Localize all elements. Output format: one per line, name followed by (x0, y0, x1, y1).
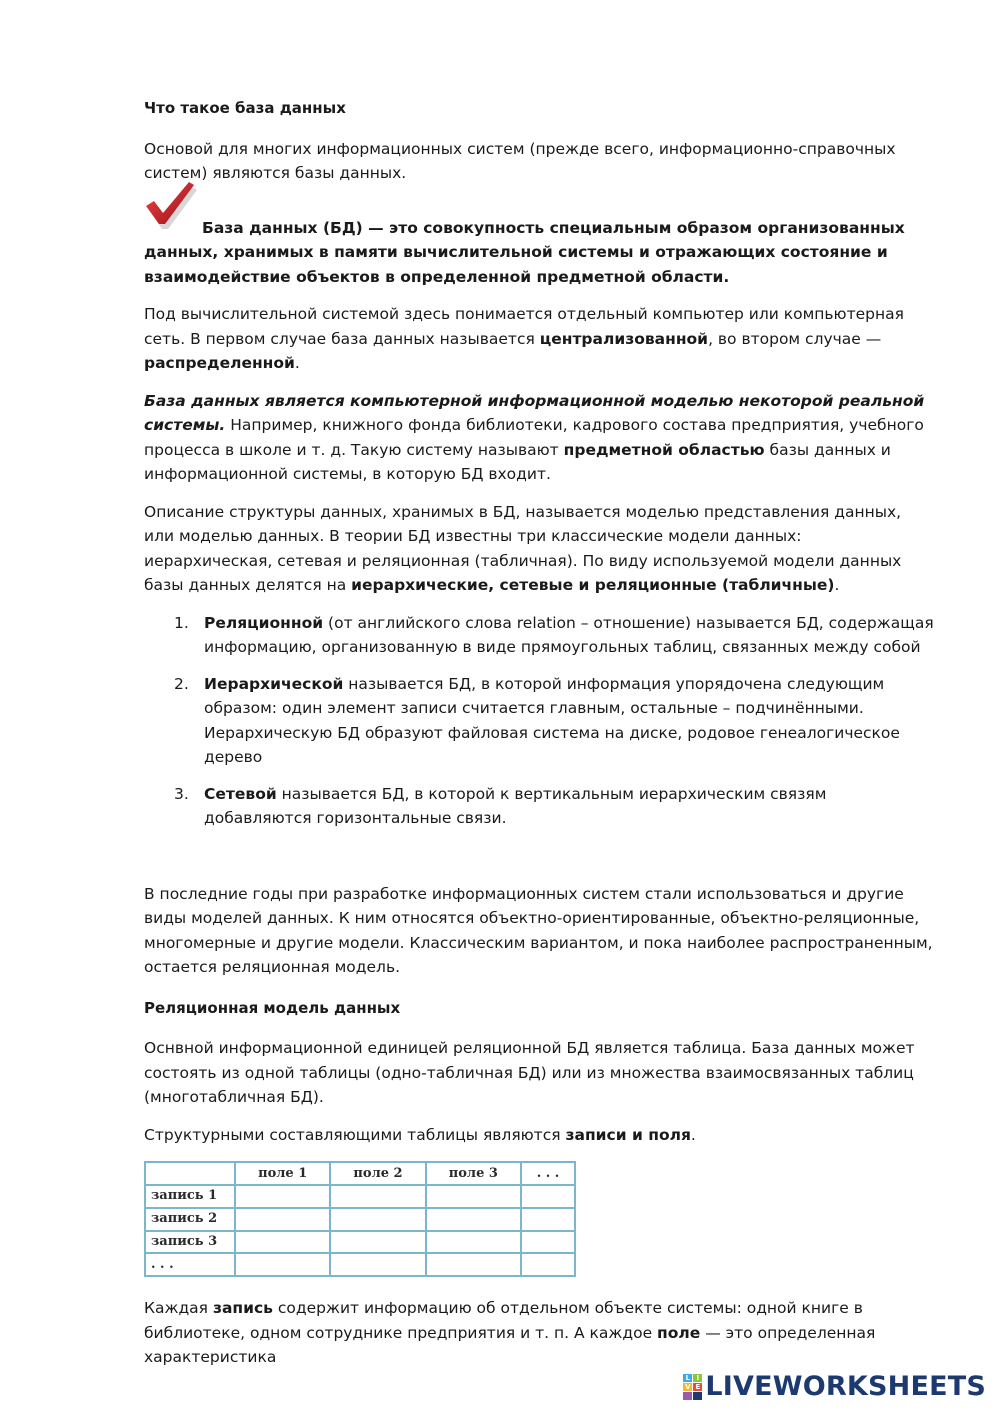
list-number: 1. (174, 613, 189, 632)
list-number: 3. (174, 784, 189, 803)
last-paragraph (144, 1296, 934, 1370)
table-header-cell (145, 1162, 235, 1185)
list-text: называется БД, в которой к вертикальным иерархическим связям добавляются горизонтальные связи. (204, 784, 827, 827)
definition-paragraph (144, 216, 934, 290)
list-text: называется БД, в которой информация упорядочена следующим образом: один элемент записи считается главным, остальные – подчинёнными. Иерархическую БД образуют файловая система на диске, родовое генеалогическое дерево (204, 674, 900, 766)
bold-term: Иерархической (204, 674, 344, 693)
table-header-cell: поле 3 (426, 1162, 521, 1185)
table-row (145, 1208, 575, 1231)
spacer (144, 844, 934, 882)
table-row (145, 1253, 575, 1276)
checkmark-icon (142, 180, 198, 230)
row-header-cell: запись 1 (145, 1185, 235, 1208)
definition-text: База данных (БД) — это совокупность специальным образом организованных данных, хранимых в памяти вычислительной системы и отражающих состояние и взаимодействие объектов в определенной предметной области. (144, 218, 905, 286)
row-header-cell: запись 2 (145, 1208, 235, 1231)
bold-term: централизованной (539, 329, 709, 348)
text-span: Под вычислительной системой здесь понимается отдельный компьютер или компьютерная сеть. В первом случае база данных называется (144, 305, 904, 348)
logo-mark-cell (693, 1392, 702, 1400)
records-fields-table (144, 1161, 576, 1277)
logo-mark-icon (683, 1374, 702, 1400)
components-paragraph (144, 1123, 934, 1148)
table-row (145, 1185, 575, 1208)
text-span: , во втором случае — (708, 329, 882, 348)
logo-mark-cell: L (683, 1374, 692, 1382)
table-cell (521, 1185, 575, 1208)
text-span: Структурными составляющими таблицы являются (144, 1125, 566, 1144)
text-span: . (690, 1125, 696, 1144)
bold-term: поле (657, 1323, 701, 1342)
logo-mark-cell: E (693, 1383, 702, 1391)
page-title: Что такое база данных (144, 99, 346, 117)
system-paragraph (144, 302, 934, 376)
table-header-cell: поле 1 (235, 1162, 330, 1185)
text-span: Каждая (144, 1299, 213, 1317)
text-span: содержит информацию об отдельном объекте системы: одной книге в библиотеке, одном сотруднике предприятия и т. п. А каждое (144, 1299, 863, 1342)
list-item (144, 782, 934, 831)
table-cell (521, 1208, 575, 1231)
table-cell (330, 1208, 425, 1231)
table-cell (235, 1185, 330, 1208)
row-header-cell: запись 3 (145, 1231, 235, 1254)
structure-paragraph (144, 500, 934, 598)
text-span: базы данных и информационной системы, в которую БД входит. (144, 440, 891, 483)
liveworksheets-logo[interactable] (683, 1370, 986, 1404)
logo-text: LIVEWORKSHEETS (705, 1371, 986, 1402)
bold-term: Реляционной (204, 613, 324, 632)
intro-paragraph: Основой для многих информационных систем (прежде всего, информационно-справочных систем) являются базы данных. (144, 139, 896, 182)
other-models-paragraph: В последние годы при разработке информационных систем стали использоваться и другие виды моделей данных. К ним относятся объектно-ориентированные, объектно-реляционные, многомерные и другие модели. Классическим вариантом, и пока наиболее распространенным, остается реляционная модель. (144, 884, 933, 976)
list-item (144, 672, 934, 770)
logo-mark-cell (683, 1392, 692, 1400)
model-paragraph (144, 389, 934, 487)
table-cell (235, 1208, 330, 1231)
table-cell (521, 1253, 575, 1276)
bold-term: запись (212, 1299, 273, 1317)
text-span: . (834, 576, 840, 594)
table-cell (330, 1231, 425, 1254)
table-cell (330, 1253, 425, 1276)
table-cell (235, 1253, 330, 1276)
text-span: Описание структуры данных, хранимых в БД, называется моделью представления данных, или моделью данных. В теории БД известны три классические модели данных: иерархическая, сетевая и реляционная (табличная). По виду используемой модели данных базы данных делятся на (144, 502, 902, 594)
table-cell (521, 1231, 575, 1254)
table-row (145, 1231, 575, 1254)
table-header-cell: . . . (521, 1162, 575, 1185)
section-heading: Реляционная модель данных (144, 998, 401, 1017)
table-cell (426, 1231, 521, 1254)
table-cell (426, 1208, 521, 1231)
records-fields-table-image (144, 1161, 576, 1279)
text-span: Например, книжного фонда библиотеки, кадрового состава предприятия, учебного процесса в школе и т. д. Такую систему называют (144, 416, 924, 459)
relational-paragraph: Оснвной информационной единицей реляционной БД является таблица. База данных может состоять из одной таблицы (одно-табличная БД) или из множества взаимосвязанных таблиц (многотабличная БД). (144, 1039, 915, 1106)
document-page (144, 96, 934, 1383)
bold-term: распределенной (144, 354, 295, 372)
table-cell (426, 1253, 521, 1276)
bold-term: предметной областью (563, 440, 765, 459)
list-number: 2. (174, 674, 189, 693)
table-header-cell: поле 2 (330, 1162, 425, 1185)
row-header-cell: . . . (145, 1253, 235, 1276)
list-item (144, 611, 934, 660)
bold-term: записи и поля (565, 1125, 691, 1144)
logo-mark-cell: V (685, 1383, 691, 1391)
model-types-list (144, 611, 934, 831)
table-cell (426, 1185, 521, 1208)
bold-term: иерархические, сетевые и реляционные (табличные) (351, 576, 835, 594)
text-span: — это определенная характеристика (144, 1323, 876, 1366)
table-header-row (145, 1162, 575, 1185)
list-text: (от английского слова relation – отношение) называется БД, содержащая информацию, организованную в виде прямоугольных таблиц, связанных между собой (204, 613, 934, 656)
logo-mark-cell: I (693, 1374, 702, 1382)
bold-italic-statement: База данных является компьютерной информационной моделью некоторой реальной системы. (144, 391, 925, 434)
text-span: . (294, 354, 300, 372)
bold-term: Сетевой (204, 784, 277, 803)
table-cell (235, 1231, 330, 1254)
table-cell (330, 1185, 425, 1208)
